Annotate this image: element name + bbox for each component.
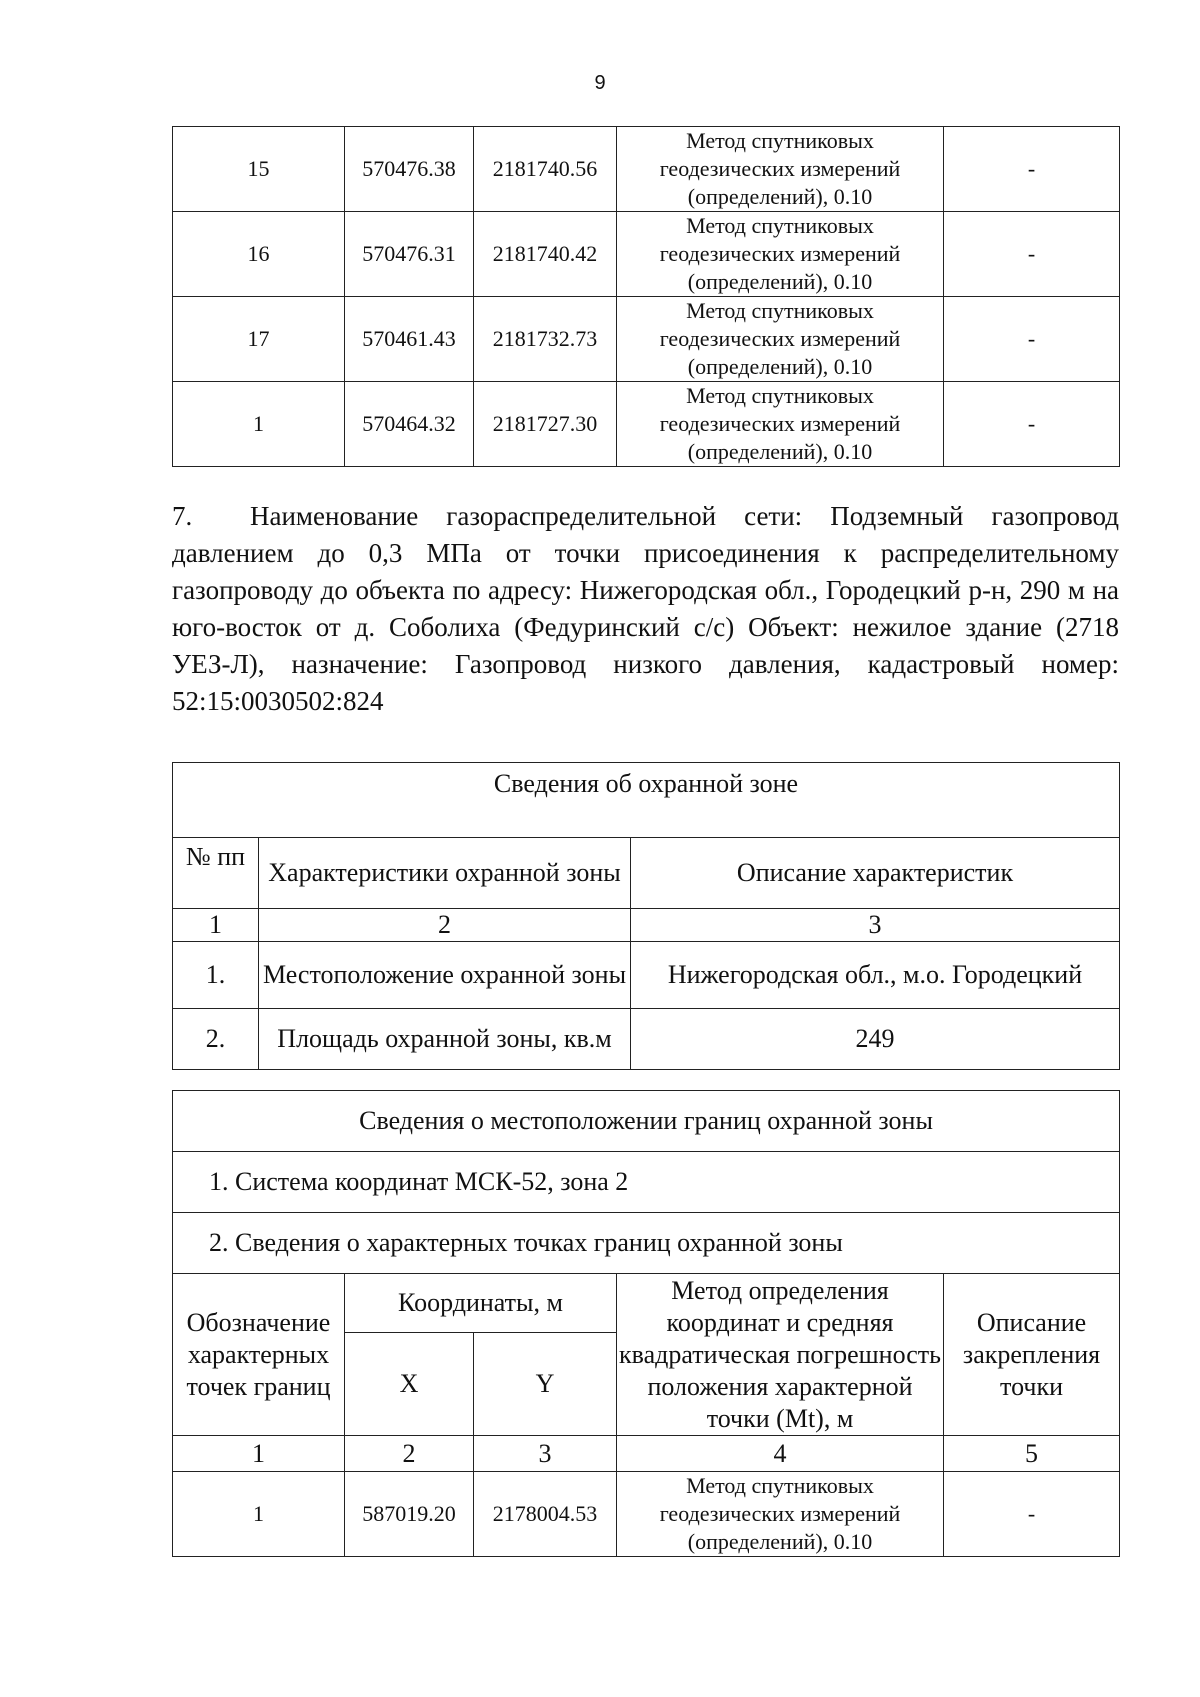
- point-cell: 15: [173, 127, 345, 212]
- header-description: Описание характеристик: [631, 838, 1120, 909]
- point-cell: 16: [173, 212, 345, 297]
- y-cell: 2181727.30: [474, 382, 617, 467]
- table-row: [173, 127, 1120, 212]
- method-cell: Метод спутниковых геодезических измерений (определений), 0.10: [617, 1472, 944, 1557]
- coordinate-system-row: [173, 1152, 1120, 1213]
- method-cell: Метод спутниковых геодезических измерений (определений), 0.10: [617, 382, 944, 467]
- header-num: № пп: [173, 838, 259, 909]
- y-cell: 2181732.73: [474, 297, 617, 382]
- table-row: [173, 1009, 1120, 1070]
- points-info-row: [173, 1213, 1120, 1274]
- index-cell: 4: [617, 1436, 944, 1472]
- row-description: Нижегородская обл., м.о. Городецкий: [631, 942, 1120, 1009]
- index-cell: 2: [259, 909, 631, 942]
- point-cell: 1: [173, 1472, 345, 1557]
- table-row: [173, 942, 1120, 1009]
- table-title: Сведения о местоположении границ охранной зоны: [173, 1091, 1120, 1152]
- row-num: 2.: [173, 1009, 259, 1070]
- method-cell: Метод спутниковых геодезических измерений (определений), 0.10: [617, 212, 944, 297]
- table-title-row: [173, 763, 1120, 838]
- description-cell: -: [944, 1472, 1120, 1557]
- point-cell: 17: [173, 297, 345, 382]
- table-title-row: [173, 1091, 1120, 1152]
- section-7-paragraph: [172, 498, 1119, 720]
- description-cell: -: [944, 212, 1120, 297]
- index-cell: 1: [173, 909, 259, 942]
- index-cell: 3: [474, 1436, 617, 1472]
- points-info: 2. Сведения о характерных точках границ охранной зоны: [173, 1213, 1120, 1274]
- index-cell: 3: [631, 909, 1120, 942]
- x-cell: 570464.32: [345, 382, 474, 467]
- header-description: Описание закрепления точки: [944, 1274, 1120, 1436]
- index-cell: 1: [173, 1436, 345, 1472]
- table-row: [173, 212, 1120, 297]
- index-cell: 5: [944, 1436, 1120, 1472]
- zone-boundaries-table: [172, 1090, 1120, 1557]
- protection-zone-info-table: [172, 762, 1120, 1070]
- table-header-row: [173, 1274, 1120, 1333]
- table-header-row: [173, 838, 1120, 909]
- coordinate-system: 1. Система координат МСК-52, зона 2: [173, 1152, 1120, 1213]
- header-y: Y: [474, 1333, 617, 1436]
- y-cell: 2181740.42: [474, 212, 617, 297]
- table-row: [173, 382, 1120, 467]
- row-characteristic: Площадь охранной зоны, кв.м: [259, 1009, 631, 1070]
- method-cell: Метод спутниковых геодезических измерений (определений), 0.10: [617, 127, 944, 212]
- table-row: [173, 297, 1120, 382]
- row-characteristic: Местоположение охранной зоны: [259, 942, 631, 1009]
- table-title: Сведения об охранной зоне: [173, 763, 1120, 838]
- x-cell: 587019.20: [345, 1472, 474, 1557]
- index-cell: 2: [345, 1436, 474, 1472]
- row-num: 1.: [173, 942, 259, 1009]
- page-number: 9: [594, 72, 606, 94]
- x-cell: 570476.31: [345, 212, 474, 297]
- header-method: Метод определения координат и средняя квадратическая погрешность положения характерной точки (Mt), м: [617, 1274, 944, 1436]
- point-cell: 1: [173, 382, 345, 467]
- description-cell: -: [944, 297, 1120, 382]
- table-index-row: [173, 909, 1120, 942]
- header-designation: Обозначение характерных точек границ: [173, 1274, 345, 1436]
- header-characteristic: Характеристики охранной зоны: [259, 838, 631, 909]
- header-coordinates: Координаты, м: [345, 1274, 617, 1333]
- description-cell: -: [944, 382, 1120, 467]
- section-number: 7.: [172, 501, 193, 531]
- section-text: Наименование газораспределительной сети: Подземный газопровод давлением до 0,3 МПа от точки присоединения к распределительному газопроводу до объекта по адресу: Нижегородская обл., Городецкий р-н, 290 м на юго-восток от д. Соболиха (Федуринский с/с) Объект: нежилое здание (2718 УЕЗ-Л), назначение: Газопровод низкого давления, кадастровый номер: 52:15:0030502:824: [172, 501, 1119, 716]
- y-cell: 2181740.56: [474, 127, 617, 212]
- row-description: 249: [631, 1009, 1120, 1070]
- table-index-row: [173, 1436, 1120, 1472]
- description-cell: -: [944, 127, 1120, 212]
- x-cell: 570461.43: [345, 297, 474, 382]
- table-row: [173, 1472, 1120, 1557]
- header-x: X: [345, 1333, 474, 1436]
- coordinates-table-continued: [172, 126, 1120, 467]
- method-cell: Метод спутниковых геодезических измерений (определений), 0.10: [617, 297, 944, 382]
- x-cell: 570476.38: [345, 127, 474, 212]
- y-cell: 2178004.53: [474, 1472, 617, 1557]
